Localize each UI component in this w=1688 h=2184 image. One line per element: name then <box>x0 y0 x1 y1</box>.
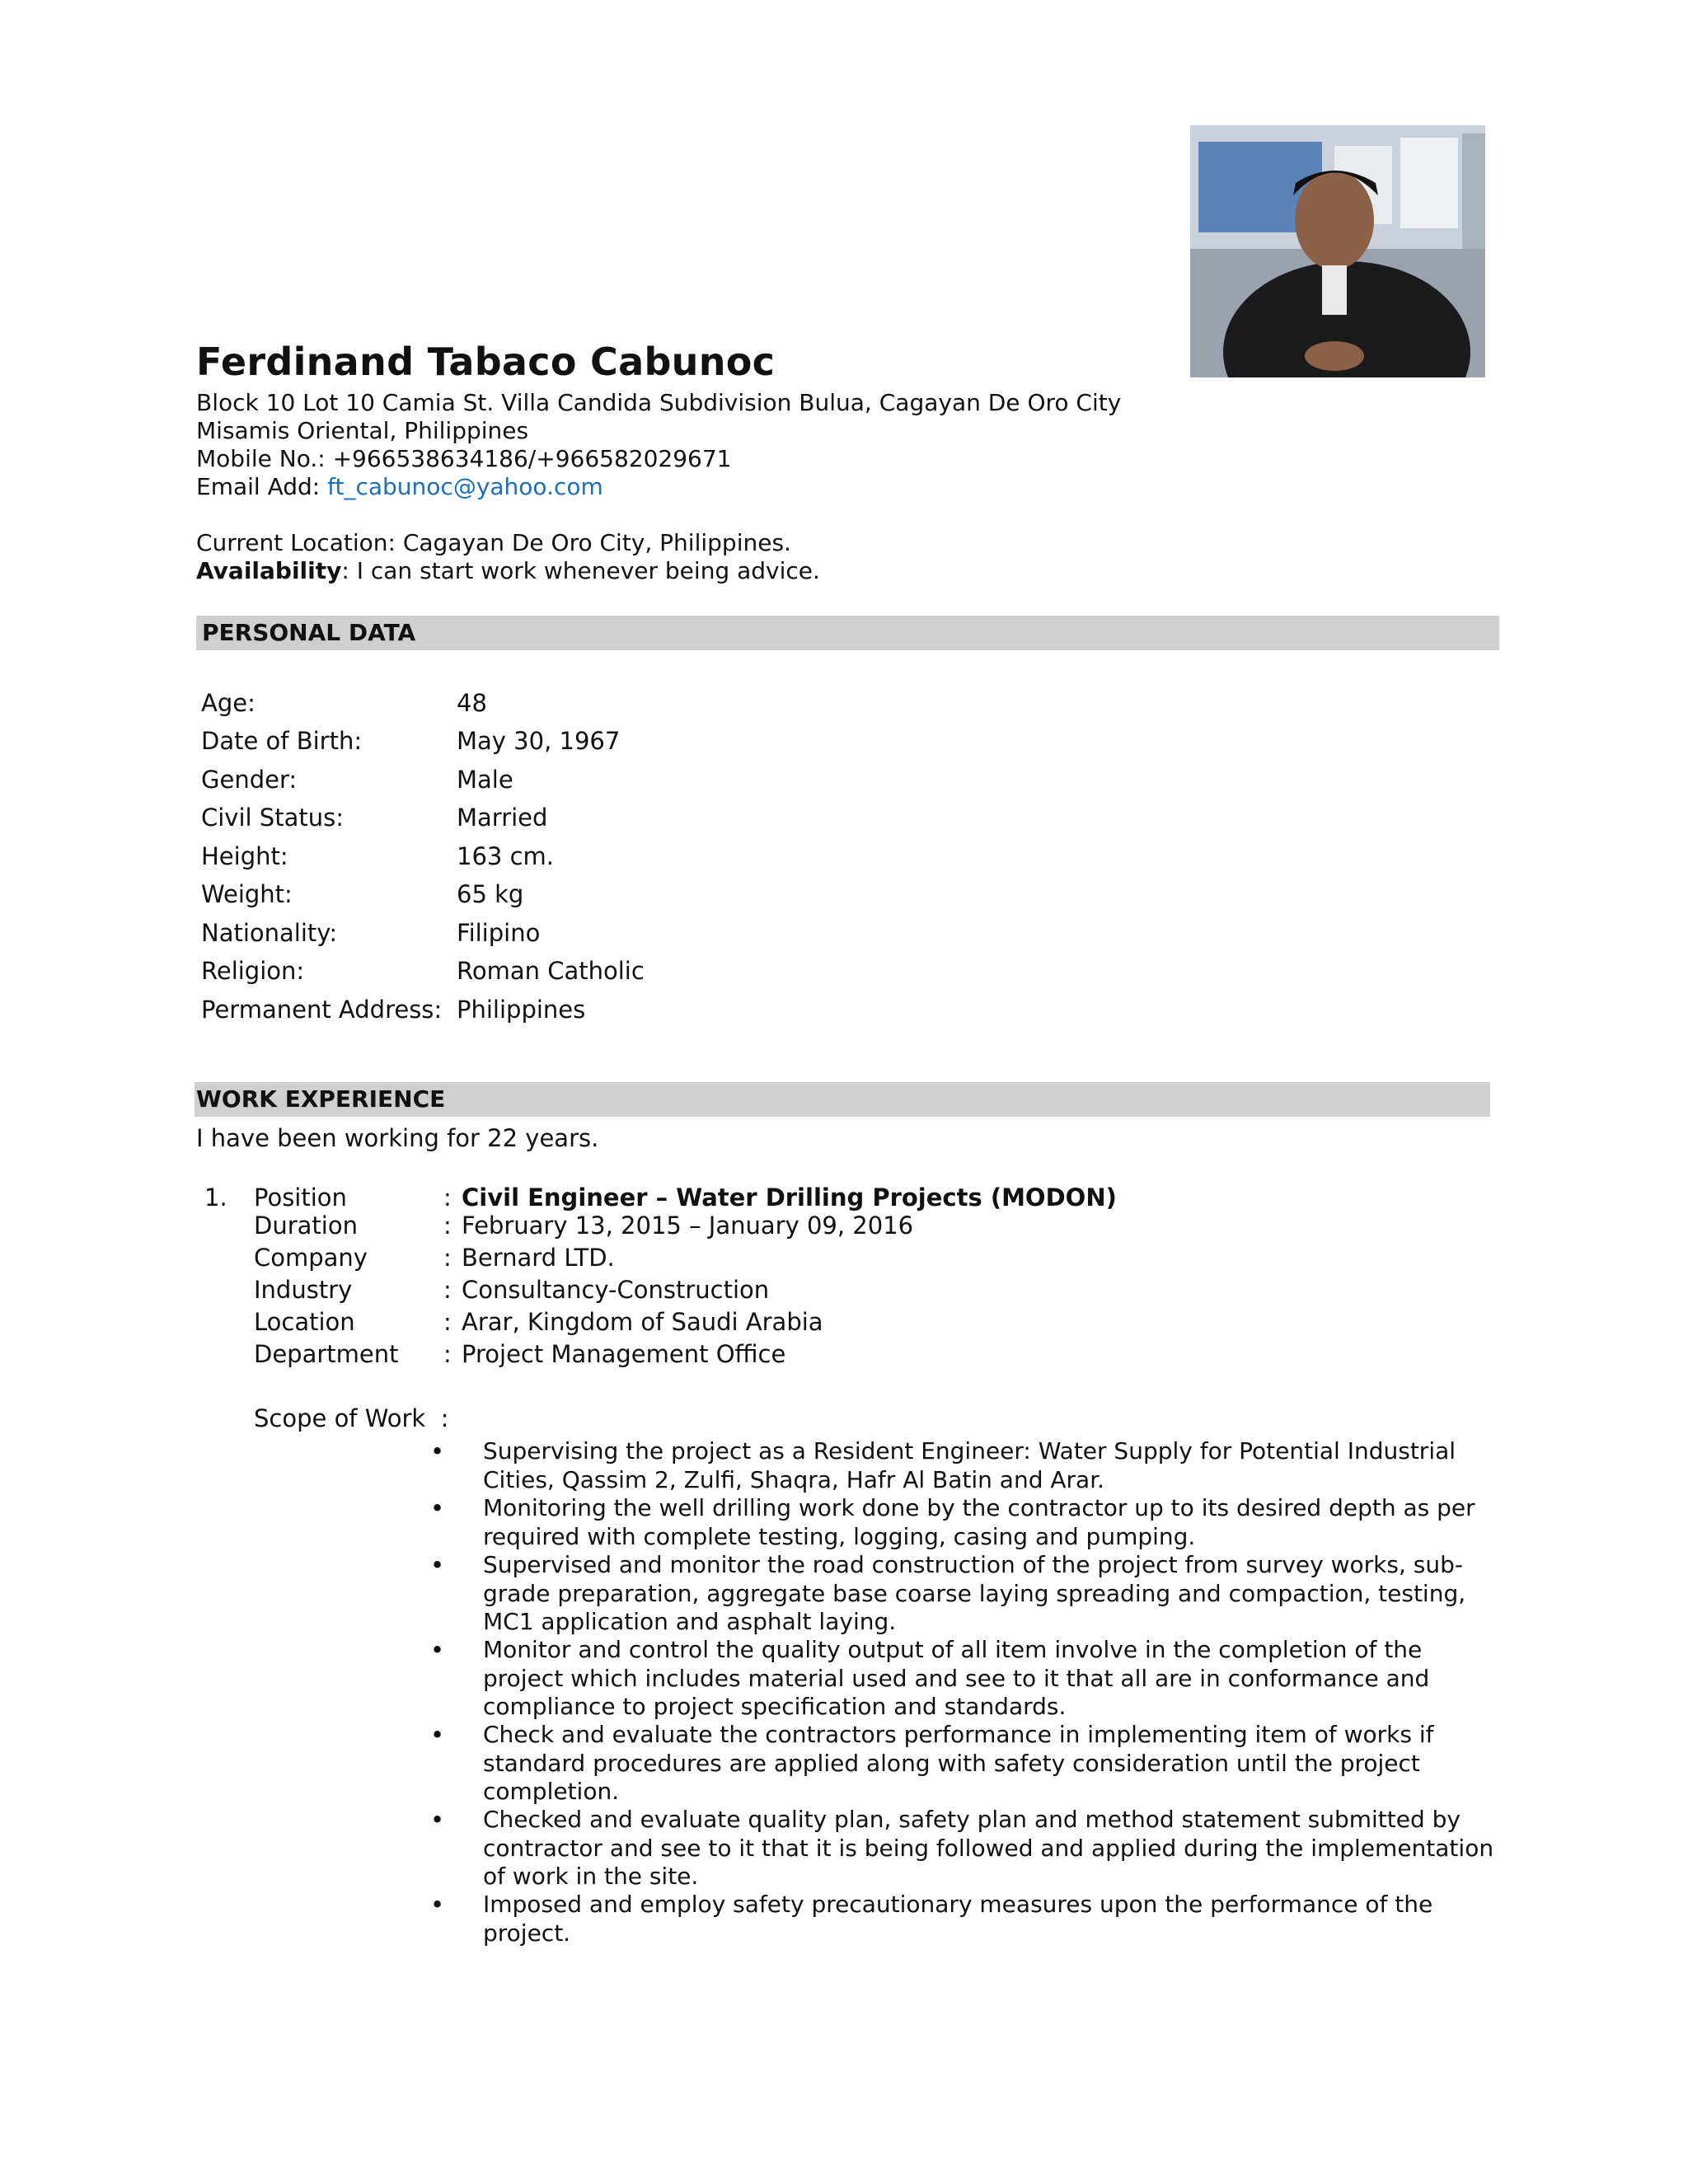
work-experience-heading: WORK EXPERIENCE <box>195 1082 1490 1117</box>
industry-value: Consultancy-Construction <box>462 1276 770 1304</box>
department-label: Department <box>254 1340 399 1368</box>
personal-row-weight: Weight: 65 kg <box>201 880 524 908</box>
availability-line <box>196 557 820 585</box>
availability-text: : I can start work whenever being advice. <box>341 557 820 584</box>
company-colon: : <box>443 1244 452 1272</box>
scope-item: Imposed and employ safety precautionary measures upon the performance of the project. <box>483 1891 1433 1947</box>
personal-row-gender: Gender: Male <box>201 766 513 794</box>
scope-item: Monitor and control the quality output of all item involve in the completion of the project which includes material used and see to it that all are in conformance and compliance to project specification and standards. <box>483 1636 1430 1720</box>
personal-row-age: Age: 48 <box>201 689 487 717</box>
scope-item: Supervising the project as a Resident Engineer: Water Supply for Potential Industrial Cities, Qassim 2, Zulfi, Shaqra, Hafr Al Batin and Arar. <box>483 1437 1456 1493</box>
department-colon: : <box>443 1340 452 1368</box>
profile-photo <box>1190 125 1485 377</box>
scope-item: Monitoring the well drilling work done by the contractor up to its desired depth as per required with complete testing, logging, casing and pumping. <box>483 1494 1475 1550</box>
scope-item: Supervised and monitor the road construction of the project from survey works, sub-grade preparation, aggregate base coarse laying spreading and compaction, testing, MC1 application and asphalt laying. <box>483 1551 1466 1635</box>
bullet-icon: • <box>430 1891 445 1919</box>
work-intro: I have been working for 22 years. <box>196 1124 599 1152</box>
address-line-1: Block 10 Lot 10 Camia St. Villa Candida Subdivision Bulua, Cagayan De Oro City <box>196 389 1122 416</box>
personal-row-religion: Religion: Roman Catholic <box>201 957 645 985</box>
department-value: Project Management Office <box>462 1340 786 1368</box>
scope-item: Check and evaluate the contractors performance in implementing item of works if standard procedures are applied along with safety consideration until the project completion. <box>483 1721 1434 1805</box>
location-colon: : <box>443 1308 452 1336</box>
bullet-icon: • <box>430 1437 445 1465</box>
address-line-2: Misamis Oriental, Philippines <box>196 417 529 444</box>
current-location: Current Location: Cagayan De Oro City, Philippines. <box>196 529 791 556</box>
email-line <box>196 473 603 501</box>
duration-colon: : <box>443 1212 452 1240</box>
location-label: Location <box>254 1308 355 1336</box>
candidate-name: Ferdinand Tabaco Cabunoc <box>196 340 776 384</box>
bullet-icon: • <box>430 1494 445 1522</box>
scope-of-work-label: Scope of Work : <box>254 1404 449 1432</box>
duration-value: February 13, 2015 – January 09, 2016 <box>462 1212 914 1240</box>
mobile-number: Mobile No.: +966538634186/+966582029671 <box>196 445 732 472</box>
personal-row-civil-status: Civil Status: Married <box>201 804 548 832</box>
bullet-icon: • <box>430 1636 445 1664</box>
bullet-icon: • <box>430 1551 445 1579</box>
email-link[interactable]: ft_cabunoc@yahoo.com <box>327 473 603 500</box>
personal-data-heading: PERSONAL DATA <box>196 616 1499 650</box>
company-value: Bernard LTD. <box>462 1244 615 1272</box>
industry-label: Industry <box>254 1276 353 1304</box>
scope-item: Checked and evaluate quality plan, safety plan and method statement submitted by contractor and see to it that it is being followed and applied during the implementation of work in the site. <box>483 1806 1494 1890</box>
bullet-icon: • <box>430 1721 445 1749</box>
position-label: Position <box>254 1183 347 1212</box>
bullet-icon: • <box>430 1806 445 1834</box>
position-value: Civil Engineer – Water Drilling Projects (MODON) <box>462 1183 1117 1212</box>
industry-colon: : <box>443 1276 452 1304</box>
personal-row-height: Height: 163 cm. <box>201 842 554 870</box>
availability-label: Availability <box>196 557 342 584</box>
personal-row-nationality: Nationality: Filipino <box>201 919 541 947</box>
duration-label: Duration <box>254 1212 358 1240</box>
personal-row-dob: Date of Birth: May 30, 1967 <box>201 727 621 755</box>
job-number: 1. <box>204 1183 227 1212</box>
email-label: Email Add: <box>196 473 328 500</box>
company-label: Company <box>254 1244 368 1272</box>
position-colon: : <box>443 1183 452 1212</box>
personal-row-permanent-address: Permanent Address: Philippines <box>201 996 586 1024</box>
location-value: Arar, Kingdom of Saudi Arabia <box>462 1308 823 1336</box>
